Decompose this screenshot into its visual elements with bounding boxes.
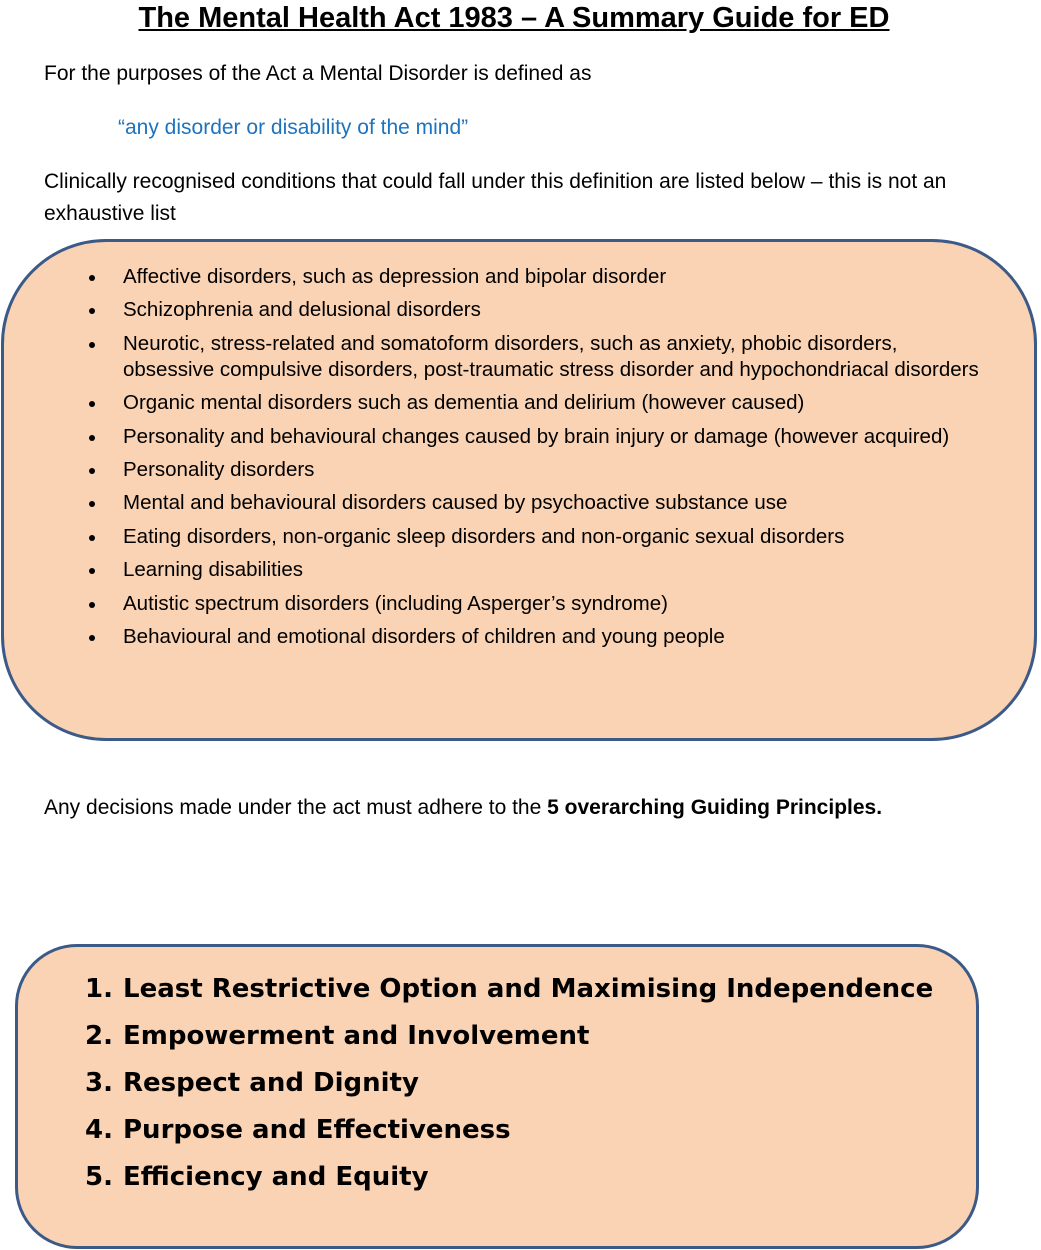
bullet-icon — [89, 275, 95, 281]
bullet-icon — [89, 468, 95, 474]
bullet-icon — [89, 435, 95, 441]
list-item: Affective disorders, such as depression and bipolar disorder — [0, 264, 1040, 290]
list-item: Personality disorders — [0, 457, 1040, 483]
bullet-icon — [89, 342, 95, 348]
definition-quote: “any disorder or disability of the mind” — [118, 116, 469, 139]
bullet-icon — [89, 308, 95, 314]
conditions-list — [0, 264, 1040, 657]
bullet-icon — [89, 568, 95, 574]
principle-item: 1. Least Restrictive Option and Maximising Independence — [85, 974, 934, 1004]
list-item: Organic mental disorders such as dementia and delirium (however caused) — [0, 390, 1040, 416]
principles-intro-bold: 5 overarching Guiding Principles. — [547, 796, 883, 819]
list-item: Autistic spectrum disorders (including Asperger’s syndrome) — [0, 591, 1040, 617]
bullet-icon — [89, 535, 95, 541]
principle-item: 2. Empowerment and Involvement — [85, 1021, 590, 1051]
principles-intro: Any decisions made under the act must adhere to the 5 overarching Guiding Principles. — [44, 796, 883, 819]
intro-text: For the purposes of the Act a Mental Disorder is defined as — [44, 62, 592, 85]
list-item: Neurotic, stress-related and somatoform disorders, such as anxiety, phobic disorders, obsessive compulsive disorders, post-traumatic stress disorder and hypochondriacal disorders — [0, 331, 1040, 383]
bullet-icon — [89, 602, 95, 608]
list-item: Personality and behavioural changes caused by brain injury or damage (however acquired) — [0, 424, 1040, 450]
principle-item: 3. Respect and Dignity — [85, 1068, 419, 1098]
bullet-icon — [89, 501, 95, 507]
bullet-icon — [89, 635, 95, 641]
conditions-intro: Clinically recognised conditions that could fall under this definition are listed below – this is not an exhaustive list — [44, 170, 947, 225]
list-item: Schizophrenia and delusional disorders — [0, 297, 1040, 323]
list-item: Learning disabilities — [0, 557, 1040, 583]
bullet-icon — [89, 401, 95, 407]
page-title: The Mental Health Act 1983 – A Summary Guide for ED — [138, 2, 890, 34]
list-item: Behavioural and emotional disorders of children and young people — [0, 624, 1040, 650]
list-item: Eating disorders, non-organic sleep disorders and non-organic sexual disorders — [0, 524, 1040, 550]
list-item: Mental and behavioural disorders caused by psychoactive substance use — [0, 490, 1040, 516]
principles-list — [85, 966, 933, 1201]
principle-item: 4. Purpose and Effectiveness — [85, 1115, 511, 1145]
principle-item: 5. Efficiency and Equity — [85, 1162, 429, 1192]
